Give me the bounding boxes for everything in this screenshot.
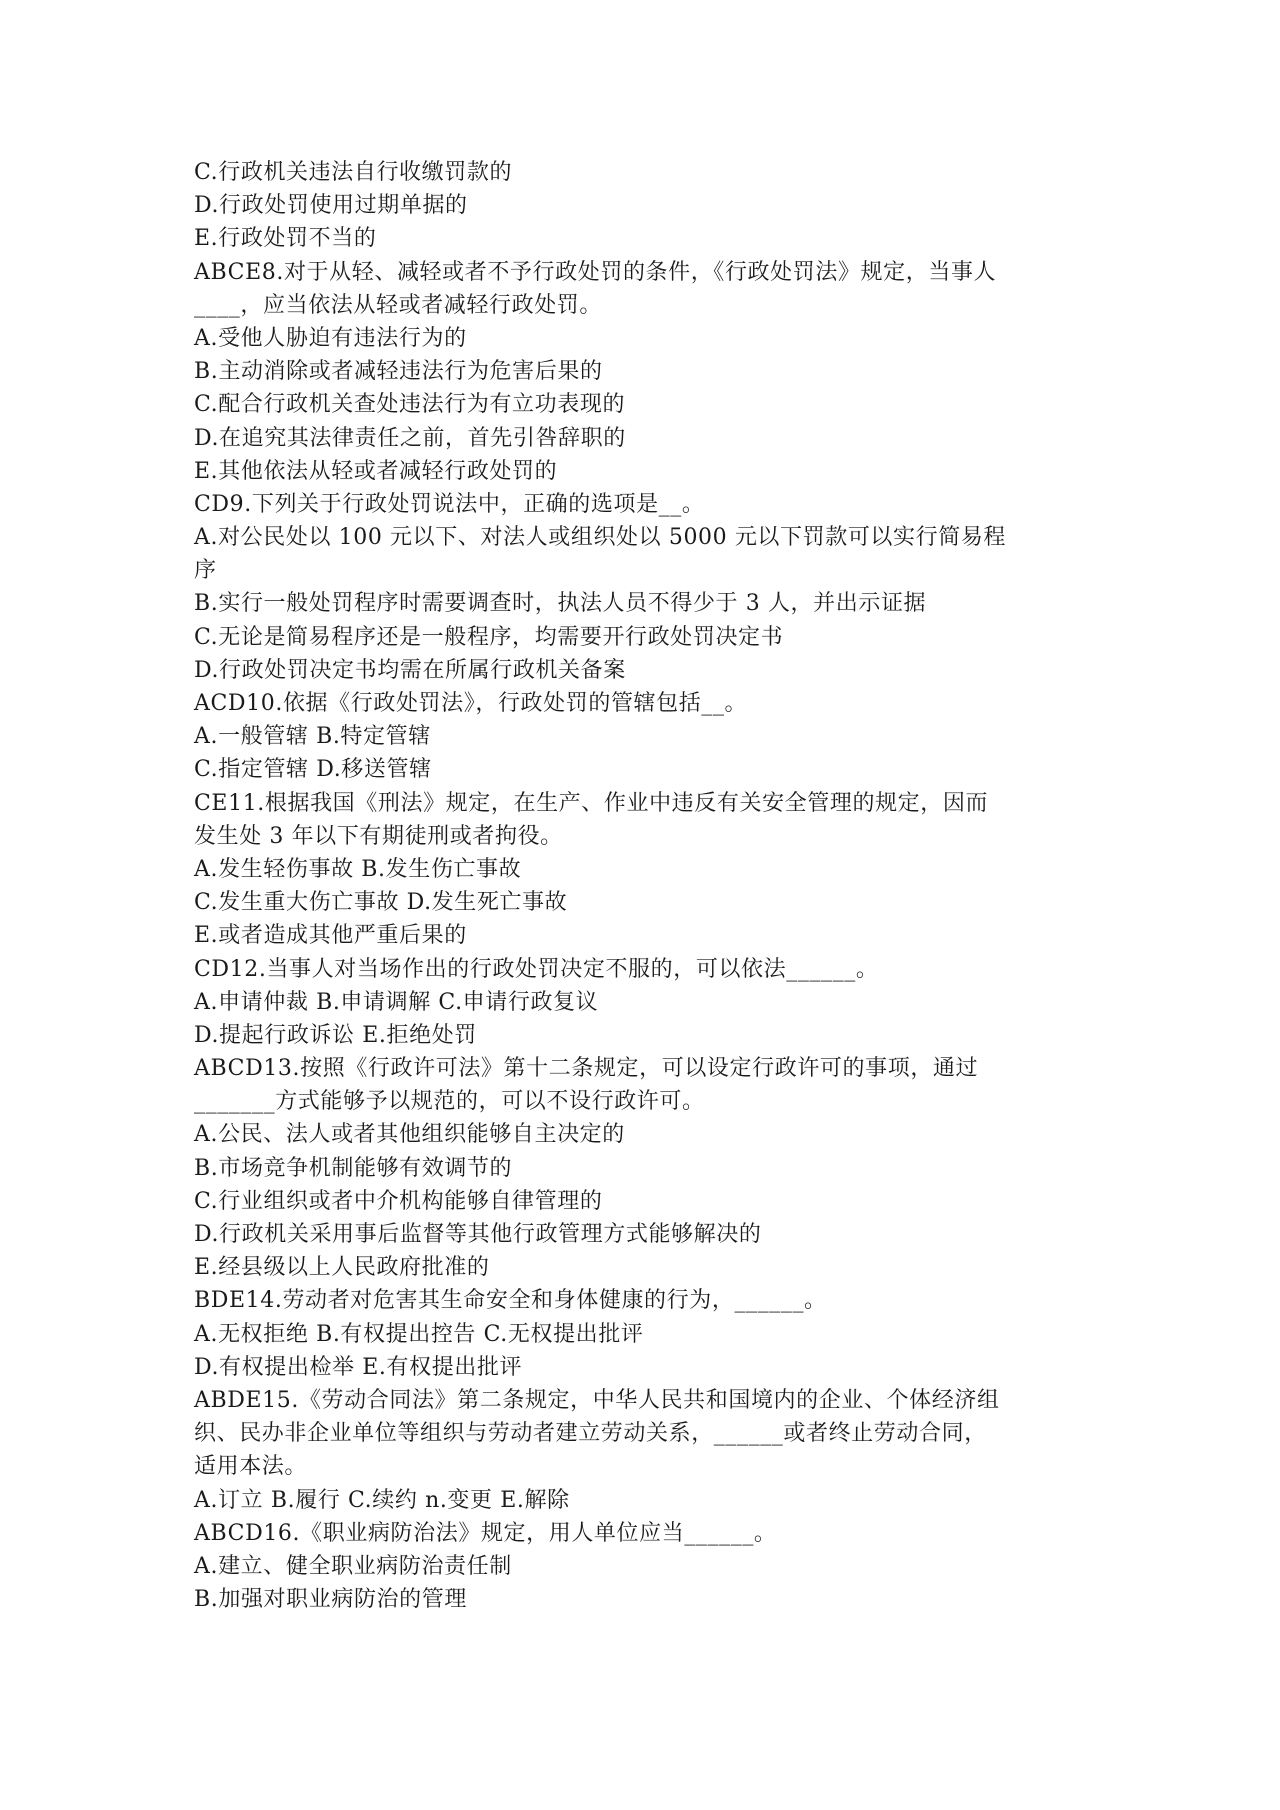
option-line: A.公民、法人或者其他组织能够自主决定的 bbox=[194, 1122, 625, 1148]
option-line: A.申请仲裁 B.申请调解 C.申请行政复议 bbox=[194, 989, 599, 1015]
option-line: C.无论是简易程序还是一般程序，均需要开行政处罚决定书 bbox=[194, 624, 784, 650]
option-line: B.市场竞争机制能够有效调节的 bbox=[194, 1155, 513, 1181]
option-line: A.建立、健全职业病防治责任制 bbox=[194, 1553, 512, 1579]
option-line: A.对公民处以 100 元以下、对法人或组织处以 5000 元以下罚款可以实行简易程 bbox=[194, 525, 1007, 551]
question-line: CE11.根据我国《刑法》规定，在生产、作业中违反有关安全管理的规定，因而 bbox=[194, 790, 989, 816]
option-line: D.在追究其法律责任之前，首先引咎辞职的 bbox=[194, 425, 626, 451]
option-line: D.提起行政诉讼 E.拒绝处罚 bbox=[194, 1022, 477, 1048]
text-line: D.行政处罚使用过期单据的 bbox=[194, 193, 468, 219]
text-line: ____，应当依法从轻或者减轻行政处罚。 bbox=[194, 292, 603, 318]
question-line: ABDE15.《劳动合同法》第二条规定，中华人民共和国境内的企业、个体经济组 bbox=[194, 1387, 1000, 1413]
option-line: E.或者造成其他严重后果的 bbox=[194, 923, 467, 949]
option-line: A.订立 B.履行 C.续约 n.变更 E.解除 bbox=[194, 1487, 570, 1513]
text-line: 适用本法。 bbox=[194, 1454, 308, 1480]
option-line: A.受他人胁迫有违法行为的 bbox=[194, 325, 467, 351]
option-line: D.行政机关采用事后监督等其他行政管理方式能够解决的 bbox=[194, 1222, 762, 1247]
question-line: CD12.当事人对当场作出的行政处罚决定不服的，可以依法______。 bbox=[194, 956, 879, 982]
option-line: B.主动消除或者减轻违法行为危害后果的 bbox=[194, 359, 603, 385]
text-line: C.行政机关违法自行收缴罚款的 bbox=[194, 160, 513, 185]
option-line: C.配合行政机关查处违法行为有立功表现的 bbox=[194, 392, 626, 418]
question-line: ACD10.依据《行政处罚法》，行政处罚的管辖包括__。 bbox=[194, 691, 748, 716]
option-line: A.发生轻伤事故 B.发生伤亡事故 bbox=[194, 856, 522, 882]
option-line: C.指定管辖 D.移送管辖 bbox=[194, 757, 432, 783]
question-line: ABCD16.《职业病防治法》规定，用人单位应当______。 bbox=[194, 1520, 777, 1546]
option-line: A.一般管辖 B.特定管辖 bbox=[194, 724, 431, 750]
document-body bbox=[194, 156, 1094, 1616]
text-line: 发生处 3 年以下有期徒刑或者拘役。 bbox=[194, 823, 563, 849]
option-line: A.无权拒绝 B.有权提出控告 C.无权提出批评 bbox=[194, 1321, 644, 1347]
option-line: D.有权提出检举 E.有权提出批评 bbox=[194, 1354, 523, 1380]
option-line: E.其他依法从轻或者减轻行政处罚的 bbox=[194, 458, 558, 484]
option-line: B.实行一般处罚程序时需要调查时，执法人员不得少于 3 人，并出示证据 bbox=[194, 591, 927, 617]
option-line: B.加强对职业病防治的管理 bbox=[194, 1587, 467, 1613]
question-line: ABCD13.按照《行政许可法》第十二条规定，可以设定行政许可的事项，通过 bbox=[194, 1056, 979, 1082]
question-line: CD9.下列关于行政处罚说法中，正确的选项是__。 bbox=[194, 491, 705, 517]
text-line: 织、民办非企业单位等组织与劳动者建立劳动关系，______或者终止劳动合同， bbox=[194, 1421, 987, 1447]
option-line: C.行业组织或者中介机构能够自律管理的 bbox=[194, 1188, 603, 1214]
option-line: D.行政处罚决定书均需在所属行政机关备案 bbox=[194, 657, 626, 683]
question-line: ABCE8.对于从轻、减轻或者不予行政处罚的条件，《行政处罚法》规定，当事人 bbox=[194, 259, 997, 285]
text-line: 序 bbox=[194, 558, 217, 584]
question-line: BDE14.劳动者对危害其生命安全和身体健康的行为，______。 bbox=[194, 1288, 827, 1314]
text-line: _______方式能够予以规范的，可以不设行政许可。 bbox=[194, 1089, 705, 1115]
option-line: E.经县级以上人民政府批准的 bbox=[194, 1255, 490, 1281]
option-line: C.发生重大伤亡事故 D.发生死亡事故 bbox=[194, 890, 568, 916]
text-line: E.行政处罚不当的 bbox=[194, 226, 377, 252]
